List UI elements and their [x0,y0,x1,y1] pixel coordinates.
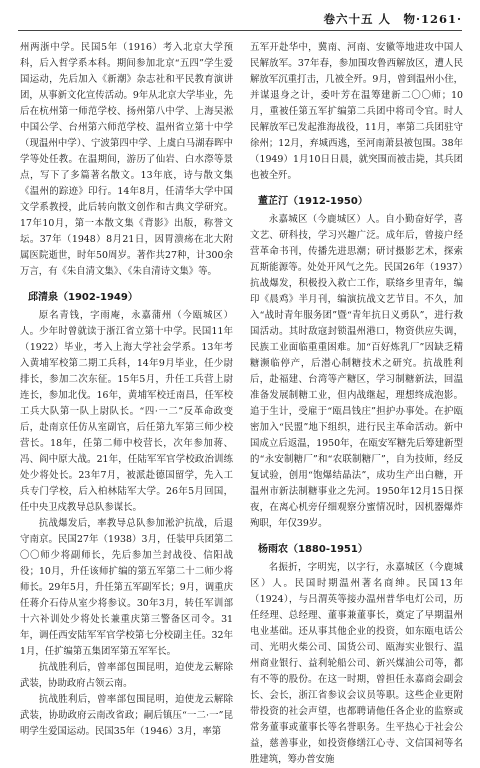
body-paragraph: 永嘉城区（今鹿城区）人。自小勤奋好学，喜文艺、研科技，学习兴趣广泛。成年后，曾接户经营革命书刊，传播先进思潮；研讨摄影艺术，探索瓦斯能源等。处处开风气之先。民国26年（1937）抗战爆发，积极投入救亡工作，联络乡里青年，编印《晨鸡》半月刊，编演抗战文艺节目。不久，加入“战时青年服务团”暨“青年抗日义勇队”，进行救国活动。其时敌寇封锁温州港口，物资供应失调，民族工业面临重重困难。加“百好炼乳厂”因缺乏精糖濒临停产，后潜心制糖技术之研究。抗战胜利后，赴福建、台湾等产糖区，学习制糖新法，回温准备发展制糖工业，但内战继起，理想终成泡影。追于生计，受雇于“瓯昌钱庄”担护办事处。在护瓯密加入“民盟”地下组织，进行民主革命活动。新中国成立后返温，1950年，在瓯安军糖先后筹建新型的“永安制糖厂”和“农联制糖厂”，自为技师，经反复试验，创用“饱爆结晶法”，成功生产出白糖，开温州市新法制糖事业之先河。1950年12月15日探夜，在离心机旁仔细观察分蜜情况时，因机器爆炸殉职，年仅39岁。 [250,214,463,529]
body-paragraph: 名振折，字明宪，以字行，永嘉城区（今鹿城区）人。民国时期温州著名商绅。民国13年（1924），与吕渭英等接办温州普华电灯公司，历任经理、总经理、董事兼董事长，奠定了早期温州电业基础。还从事其他企业的投资，如东瓯电话公司、光明火柴公司、国货公司、瓯海实业银行、温州商业银行、益利轮船公司、新兴煤油公司等，都有不等的股份。在这一时期，曾担任永嘉商会副会长、会长，浙江省参议会议员等职。这些企业更附带投资的社会声望，也都聘请他任各企业的监察或常务董事或董事长等名誉职务。生平热心于社会公益，慈善事业，如投资修缮江心寺、文信国祠等名胜建筑，筹办普安施 [250,562,463,765]
page-header [18,8,462,31]
biography-title: 邱清泉（1902-1949） [28,292,138,303]
biography-title: 杨雨农（1880-1951） [258,544,368,555]
body-paragraph: 抗战爆发后，率教导总队参加淞沪抗战，后退守南京。民国27年（1938）3月，任装甲兵团第二〇〇师少将副师长，先后参加兰封战役、信阳战役；10月，升任该师扩编的第五军第二十二师少将师长。29年5月，升任第五军副军长；9月，调重庆任蒋介石侍从室少将参议。30年3月，转任军训部十六补训处少将处长兼重庆第三警备区司令。31年，调任西安陆军军官学校第七分校副主任。32年1月，任扩编第五集团军第五军军长。 [20,518,233,657]
body-paragraph: 抗战胜利后，曾率部包围昆明，迫使龙云解除武装，协助政府占领云南。 [20,662,233,689]
biography-title: 董芷汀（1912-1950） [258,196,368,207]
body-paragraph: 五军开赴华中，冀南、河南、安徽等地进攻中国人民解放军。37年春，参加围攻鲁西解放区，遭人民解放军沉重打击，几被全歼。9月，曾到温州小住，并谋退身之计，委叶芳在温筹建新二〇〇师；10月，重被任第五军扩编第二兵团中将司令官。时人民解放军已发起淮海战役，11月，率第二兵团驻守徐州；12月，弃城西逃，至河南萧县被包围。38年（1949）1月10日日晨，就突围而被击毙，其兵团也被全歼。 [250,42,463,181]
running-header: 卷六十五 人 物·1261· [323,12,462,26]
right-column [250,40,463,768]
left-column [20,40,233,740]
body-paragraph: 抗战胜利后，曾率部包围昆明，迫使龙云解除武装，协助政府云南改省政；嗣后镇压“一二·一”昆明学生爱国运动。民国35年（1946）3月，率第 [20,694,233,737]
body-paragraph: 州两浙中学。民国5年（1916）考入北京大学预科，后入哲学系本科。期间参加北京“五四”学生爱国运动，先后加入《新潮》杂志社和平民教育演讲团，从事新文化宣传活动。9年从北京大学毕业，先后在杭州第一师范学校、扬州第八中学、上海吴淞中国公学、台州第六师范学校、温州省立第十中学（现温州中学）、宁波第四中学、上虞白马湖春晖中学等处任教。在温期间，游历了仙岩、白水漈等景点，写下了多篇著名散文。13年底，诗与散文集《温州的踪迹》印行。14年8月，任清华大学中国文学系教授，此后转向散文创作和古典文学研究。17年10月，第一本散文集《背影》出版，称誉文坛。37年（1948）8月21日，因胃溃疡在北大附属医院逝世，时年50周岁。著作共27种，计300余万言，有《朱自清文集》、《朱自清诗文集》等。 [20,42,233,277]
body-paragraph: 原名青钱，字雨庵，永嘉蒲州（今瓯城区）人。少年时曾就读于浙江省立第十中学。民国11年（1922）毕业，考入上海大学社会学系。13年考入黄埔军校第二期工兵科，14年9月毕业，任少尉排长，参加二次东征。15年5月，升任工兵营上尉连长，参加北伐。16年，黄埔军校迁南昌，任军校工兵大队第一队上尉队长。“四·一二”反革命政变后，赴南京任仿从室副官，后任第九军第三师少校营长。18年，任第二师中校营长，次年参加蒋、冯、阎中原大战。21年，任陆军军官学校政治训练处少将处长。23年7月，被派赴德国留学，先入工兵专门学校，后入柏林陆军大学。26年5月回国，任中央卫戍教导总队参谋长。 [20,310,233,513]
